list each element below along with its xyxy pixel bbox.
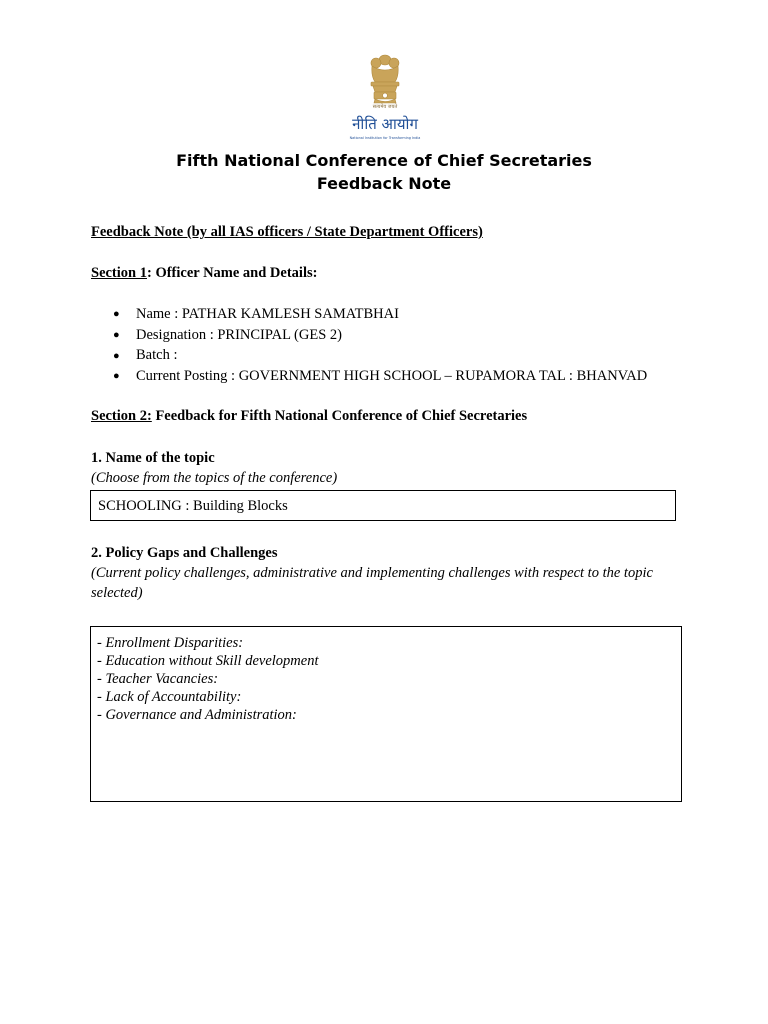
q2-title: 2. Policy Gaps and Challenges [91, 545, 278, 561]
policy-gaps-answer-box[interactable] [90, 626, 682, 802]
emblem-motto: सत्यमेव जयते [372, 104, 398, 110]
q2-hint-line1: (Current policy challenges, administrative and implementing challenges with respect to the topic [91, 565, 653, 581]
q1-title: 1. Name of the topic [91, 450, 215, 466]
q2-hint-line2: selected) [91, 585, 143, 601]
topic-answer-box[interactable] [90, 490, 676, 521]
officer-posting: Current Posting : GOVERNMENT HIGH SCHOOL – RUPAMORA TAL : BHANVAD [136, 368, 648, 384]
answer-line: - Teacher Vacancies: [97, 671, 219, 687]
section1-title: : Officer Name and Details: [146, 265, 318, 281]
bullet-icon: ● [113, 329, 120, 341]
topic-answer-text: SCHOOLING : Building Blocks [98, 498, 288, 514]
answer-line: - Enrollment Disparities: [97, 635, 244, 651]
officer-batch: Batch : [136, 347, 178, 363]
bullet-icon: ● [113, 308, 120, 320]
page-title: Fifth National Conference of Chief Secretaries [176, 151, 592, 170]
answer-line: - Education without Skill development [97, 653, 319, 669]
answer-line: - Governance and Administration: [97, 707, 297, 723]
feedback-intro: Feedback Note (by all IAS officers / State Department Officers) [91, 224, 483, 240]
logo-english-text: National Institution for Transforming India [349, 136, 421, 140]
section2-label: Section 2: [91, 408, 152, 424]
section1-heading [91, 265, 317, 282]
officer-name: Name : PATHAR KAMLESH SAMATBHAI [136, 306, 399, 322]
q1-hint: (Choose from the topics of the conference) [91, 470, 338, 486]
section2-title: Feedback for Fifth National Conference of Chief Secretaries [151, 408, 528, 424]
officer-designation: Designation : PRINCIPAL (GES 2) [136, 327, 342, 343]
page-subtitle: Feedback Note [316, 174, 452, 193]
logo-hindi-text: नीति आयोग [352, 115, 418, 133]
bullet-icon: ● [113, 350, 120, 362]
bullet-icon: ● [113, 370, 120, 382]
answer-line: - Lack of Accountability: [97, 689, 242, 705]
section2-heading [91, 408, 527, 425]
niti-aayog-logo [335, 50, 435, 146]
section1-label: Section 1 [91, 265, 147, 281]
